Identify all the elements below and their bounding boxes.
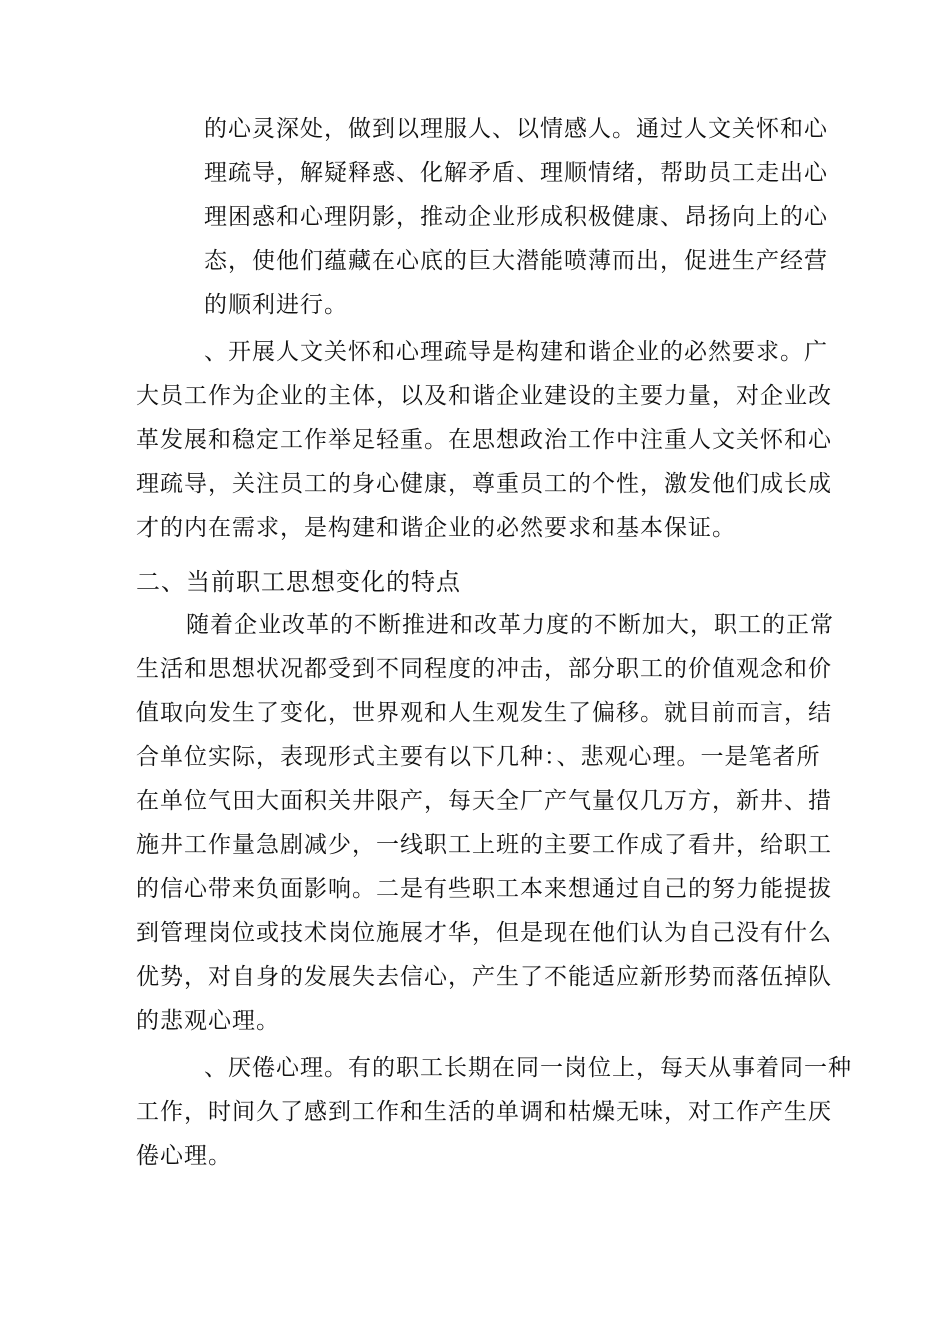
text-line: 理疏导，关注员工的身心健康，尊重员工的个性，激发他们成长成 <box>136 471 832 497</box>
text-line: 革发展和稳定工作举足轻重。在思想政治工作中注重人文关怀和心 <box>136 427 832 453</box>
text-line: 才的内在需求，是构建和谐企业的必然要求和基本保证。 <box>136 515 736 541</box>
text-line: 态，使他们蕴藏在心底的巨大潜能喷薄而出，促进生产经营 <box>204 248 828 274</box>
text-line: 倦心理。 <box>136 1143 232 1169</box>
text-line: 到管理岗位或技术岗位施展才华，但是现在他们认为自己没有什么 <box>136 920 832 946</box>
text-line: 的信心带来负面影响。二是有些职工本来想通过自己的努力能提拔 <box>136 876 832 902</box>
text-line: 生活和思想状况都受到不同程度的冲击，部分职工的价值观念和价 <box>136 656 832 682</box>
text-line: 合单位实际，表现形式主要有以下几种：、悲观心理。一是笔者所 <box>136 744 821 770</box>
text-line: 的顺利进行。 <box>204 292 348 318</box>
text-line: 工作，时间久了感到工作和生活的单调和枯燥无味，对工作产生厌 <box>136 1099 832 1125</box>
text-line: 施井工作量急剧减少，一线职工上班的主要工作成了看井，给职工 <box>136 832 832 858</box>
text-line: 的悲观心理。 <box>136 1008 280 1034</box>
text-line: 、开展人文关怀和心理疏导是构建和谐企业的必然要求。广 <box>204 339 828 365</box>
text-line: 理困惑和心理阴影，推动企业形成积极健康、昂扬向上的心 <box>204 204 828 230</box>
text-line: 优势，对自身的发展失去信心，产生了不能适应新形势而落伍掉队 <box>136 964 832 990</box>
text-line: 在单位气田大面积关井限产，每天全厂产气量仅几万方，新井、措 <box>136 788 832 814</box>
section-heading: 二、当前职工思想变化的特点 <box>136 568 461 596</box>
text-line: 值取向发生了变化，世界观和人生观发生了偏移。就目前而言，结 <box>136 700 832 726</box>
text-line: 随着企业改革的不断推进和改革力度的不断加大，职工的正常 <box>186 612 834 638</box>
text-line: 的心灵深处，做到以理服人、以情感人。通过人文关怀和心 <box>204 116 828 142</box>
text-line: 理疏导，解疑释惑、化解矛盾、理顺情绪，帮助员工走出心 <box>204 160 828 186</box>
text-line: 、厌倦心理。有的职工长期在同一岗位上，每天从事着同一种 <box>204 1055 852 1081</box>
text-line: 大员工作为企业的主体，以及和谐企业建设的主要力量，对企业改 <box>136 383 832 409</box>
